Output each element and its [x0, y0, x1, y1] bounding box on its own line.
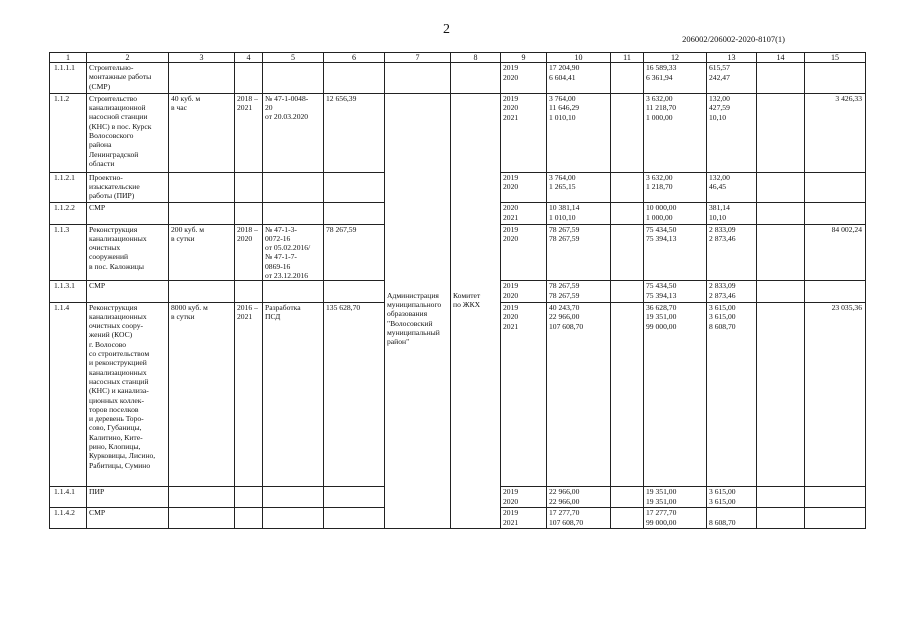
capacity-cell — [169, 508, 235, 529]
row-description: Строительство канализационной насосной станции (КНС) в пос. Курск Волосовского района Ленинградской области — [87, 93, 169, 172]
local-cell: 132,00 46,45 — [707, 172, 757, 203]
conclusion-cell: № 47-1-3- 0072-16 от 05.02.2016/ № 47-1-7- 0869-16 от 23.12.2016 — [263, 224, 324, 281]
empty-cell — [757, 302, 805, 486]
estimate-cell — [324, 172, 385, 203]
empty-cell — [611, 281, 644, 302]
column-header: 1 — [50, 53, 87, 63]
conclusion-cell — [263, 172, 324, 203]
conclusion-cell — [263, 486, 324, 507]
customer-cell: Администрация муниципального образования "Волосовский муниципальный район" — [385, 93, 451, 529]
row-description: СМР — [87, 508, 169, 529]
column-header: 15 — [805, 53, 866, 63]
row-code: 1.1.2.1 — [50, 172, 87, 203]
executor-cell: Комитет по ЖКХ — [451, 93, 501, 529]
limit-cell: 23 035,36 — [805, 302, 866, 486]
column-header: 14 — [757, 53, 805, 63]
row-description: ПИР — [87, 486, 169, 507]
row-description: Проектно- изыскательские работы (ПИР) — [87, 172, 169, 203]
column-header: 4 — [235, 53, 263, 63]
empty-cell — [611, 486, 644, 507]
capacity-cell — [169, 63, 235, 94]
row-description: СМР — [87, 203, 169, 224]
empty-cell — [611, 302, 644, 486]
total-cell: 22 966,00 22 966,00 — [547, 486, 611, 507]
capacity-cell — [169, 203, 235, 224]
period-cell — [235, 486, 263, 507]
estimate-cell — [324, 281, 385, 302]
period-cell — [235, 508, 263, 529]
row-code: 1.1.3 — [50, 224, 87, 281]
conclusion-cell: Разработка ПСД — [263, 302, 324, 486]
estimate-cell — [324, 486, 385, 507]
limit-cell — [805, 172, 866, 203]
estimate-cell: 135 628,70 — [324, 302, 385, 486]
empty-cell — [757, 93, 805, 172]
year-cell: 2019 2020 — [501, 63, 547, 94]
total-cell: 3 764,00 1 265,15 — [547, 172, 611, 203]
limit-cell: 84 002,24 — [805, 224, 866, 281]
local-cell: 3 615,00 3 615,00 8 608,70 — [707, 302, 757, 486]
empty-cell — [757, 508, 805, 529]
year-cell: 2019 2020 — [501, 172, 547, 203]
column-header: 3 — [169, 53, 235, 63]
regional-cell: 75 434,50 75 394,13 — [644, 224, 707, 281]
row-code: 1.1.4.1 — [50, 486, 87, 507]
empty-cell — [611, 508, 644, 529]
page-number: 2 — [443, 22, 450, 37]
year-cell: 2019 2020 2021 — [501, 93, 547, 172]
regional-cell: 36 628,70 19 351,00 99 000,00 — [644, 302, 707, 486]
column-header: 7 — [385, 53, 451, 63]
table-row — [50, 63, 866, 94]
year-cell: 2019 2020 — [501, 224, 547, 281]
capacity-cell — [169, 281, 235, 302]
year-cell: 2019 2020 — [501, 486, 547, 507]
table-row — [50, 93, 866, 172]
column-header: 6 — [324, 53, 385, 63]
regional-cell: 3 632,00 1 218,70 — [644, 172, 707, 203]
limit-cell: 3 426,33 — [805, 93, 866, 172]
limit-cell — [805, 486, 866, 507]
local-cell: 132,00 427,59 10,10 — [707, 93, 757, 172]
local-cell: 2 833,09 2 873,46 — [707, 281, 757, 302]
period-cell — [235, 281, 263, 302]
limit-cell — [805, 281, 866, 302]
total-cell: 17 204,90 6 604,41 — [547, 63, 611, 94]
conclusion-cell: № 47-1-0048- 20 от 20.03.2020 — [263, 93, 324, 172]
capacity-cell — [169, 172, 235, 203]
row-code: 1.1.2 — [50, 93, 87, 172]
capacity-cell: 8000 куб. м в сутки — [169, 302, 235, 486]
year-cell: 2019 2021 — [501, 508, 547, 529]
regional-cell: 16 589,33 6 361,94 — [644, 63, 707, 94]
document-code: 206002/206002-2020-8107(1) — [682, 34, 785, 44]
column-header: 12 — [644, 53, 707, 63]
conclusion-cell — [263, 508, 324, 529]
regional-cell: 17 277,70 99 000,00 — [644, 508, 707, 529]
period-cell: 2016 – 2021 — [235, 302, 263, 486]
total-cell: 78 267,59 78 267,59 — [547, 224, 611, 281]
regional-cell: 10 000,00 1 000,00 — [644, 203, 707, 224]
local-cell: 381,14 10,10 — [707, 203, 757, 224]
empty-cell — [757, 172, 805, 203]
period-cell: 2018 – 2021 — [235, 93, 263, 172]
limit-cell — [805, 508, 866, 529]
header-row — [50, 53, 866, 63]
empty-cell — [611, 93, 644, 172]
period-cell — [235, 203, 263, 224]
total-cell: 17 277,70 107 608,70 — [547, 508, 611, 529]
row-description: Строительно- монтажные работы (СМР) — [87, 63, 169, 94]
total-cell: 78 267,59 78 267,59 — [547, 281, 611, 302]
limit-cell — [805, 203, 866, 224]
local-cell: 2 833,09 2 873,46 — [707, 224, 757, 281]
estimate-cell: 12 656,39 — [324, 93, 385, 172]
total-cell: 40 243,70 22 966,00 107 608,70 — [547, 302, 611, 486]
row-description: Реконструкция канализационных очистных соору- жений (КОС) г. Волосово со строительством и реконструкцией канализационных насосных станций (КНС) и канализа- ционных коллек- торов поселков и деревень Торо- сово, Губаницы, Калитино, Ките- рино, Клопицы, Курковицы, Лисино, Рабитицы, Сумино — [87, 302, 169, 486]
executor-cell — [451, 63, 501, 94]
row-code: 1.1.3.1 — [50, 281, 87, 302]
limit-cell — [805, 63, 866, 94]
customer-cell — [385, 63, 451, 94]
row-code: 1.1.4 — [50, 302, 87, 486]
row-description: Реконструкция канализационных очистных сооружений в пос. Каложицы — [87, 224, 169, 281]
table-body — [50, 53, 866, 529]
column-header: 2 — [87, 53, 169, 63]
total-cell: 3 764,00 11 646,29 1 010,10 — [547, 93, 611, 172]
row-code: 1.1.2.2 — [50, 203, 87, 224]
estimate-cell — [324, 203, 385, 224]
row-description: СМР — [87, 281, 169, 302]
empty-cell — [757, 203, 805, 224]
empty-cell — [611, 63, 644, 94]
column-header: 5 — [263, 53, 324, 63]
year-cell: 2019 2020 — [501, 281, 547, 302]
column-header: 11 — [611, 53, 644, 63]
year-cell: 2020 2021 — [501, 203, 547, 224]
regional-cell: 3 632,00 11 218,70 1 000,00 — [644, 93, 707, 172]
budget-table — [49, 52, 866, 529]
empty-cell — [757, 224, 805, 281]
row-code: 1.1.4.2 — [50, 508, 87, 529]
capacity-cell — [169, 486, 235, 507]
estimate-cell: 78 267,59 — [324, 224, 385, 281]
column-header: 9 — [501, 53, 547, 63]
row-code: 1.1.1.1 — [50, 63, 87, 94]
estimate-cell — [324, 63, 385, 94]
local-cell: 3 615,00 3 615,00 — [707, 486, 757, 507]
local-cell: 615,57 242,47 — [707, 63, 757, 94]
local-cell: 8 608,70 — [707, 508, 757, 529]
empty-cell — [757, 63, 805, 94]
empty-cell — [757, 281, 805, 302]
capacity-cell: 200 куб. м в сутки — [169, 224, 235, 281]
empty-cell — [757, 486, 805, 507]
empty-cell — [611, 172, 644, 203]
capacity-cell: 40 куб. м в час — [169, 93, 235, 172]
period-cell — [235, 63, 263, 94]
empty-cell — [611, 203, 644, 224]
regional-cell: 19 351,00 19 351,00 — [644, 486, 707, 507]
column-header: 8 — [451, 53, 501, 63]
empty-cell — [611, 224, 644, 281]
estimate-cell — [324, 508, 385, 529]
period-cell: 2018 – 2020 — [235, 224, 263, 281]
period-cell — [235, 172, 263, 203]
conclusion-cell — [263, 281, 324, 302]
column-header: 10 — [547, 53, 611, 63]
regional-cell: 75 434,50 75 394,13 — [644, 281, 707, 302]
year-cell: 2019 2020 2021 — [501, 302, 547, 486]
total-cell: 10 381,14 1 010,10 — [547, 203, 611, 224]
conclusion-cell — [263, 63, 324, 94]
conclusion-cell — [263, 203, 324, 224]
column-header: 13 — [707, 53, 757, 63]
